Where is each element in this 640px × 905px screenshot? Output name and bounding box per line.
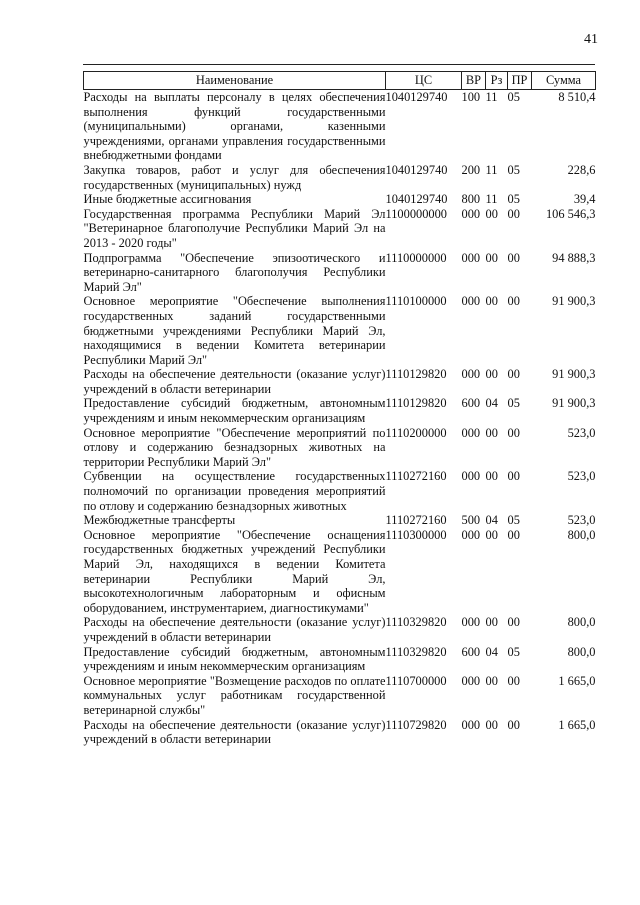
cell-pr: 05 xyxy=(507,162,520,177)
cell-sum: 523,0 xyxy=(567,513,596,528)
cell-sum: 91 900,3 xyxy=(552,396,596,411)
table-row xyxy=(84,90,596,163)
cell-cs: 1040129740 xyxy=(385,90,448,104)
cell-pr: 00 xyxy=(507,425,520,440)
cell-sum: 106 546,3 xyxy=(545,206,596,221)
cell-cs: 1110729820 xyxy=(385,717,447,732)
cell-vr: 000 xyxy=(461,615,481,630)
cell-name: Расходы на обеспечение деятельности (оказание услуг) учреждений в области ветеринарии xyxy=(83,615,386,644)
cell-vr: 600 xyxy=(461,396,481,411)
cell-sum: 800,0 xyxy=(567,527,596,542)
cell-vr: 000 xyxy=(461,717,481,732)
cell-cs: 1110700000 xyxy=(385,673,447,688)
table-row xyxy=(84,367,596,396)
cell-name: Субвенции на осуществление государственных полномочий по организации проведения мероприятий по отлову и содержанию безнадзорных животных xyxy=(83,469,386,513)
cell-name: Иные бюджетные ассигнования xyxy=(83,192,252,207)
cell-sum: 228,6 xyxy=(567,162,596,177)
cell-rz: 00 xyxy=(485,469,498,484)
header-row xyxy=(84,72,596,90)
table-row xyxy=(84,674,596,718)
cell-name: Основное мероприятие "Возмещение расходов по оплате коммунальных услуг работникам государственной ветеринарной службы" xyxy=(83,673,386,717)
cell-sum: 39,4 xyxy=(573,192,596,207)
cell-vr: 200 xyxy=(461,162,481,177)
cell-name: Межбюджетные трансферты xyxy=(83,513,236,528)
top-rule xyxy=(83,64,595,65)
header-vr: ВР xyxy=(462,72,486,90)
header-name: Наименование xyxy=(84,72,386,90)
cell-pr: 00 xyxy=(507,527,520,542)
header-rz: Рз xyxy=(486,72,508,90)
table-row xyxy=(84,251,596,295)
cell-name: Закупка товаров, работ и услуг для обеспечения государственных (муниципальных) нужд xyxy=(83,162,386,192)
header-pr: ПР xyxy=(508,72,532,90)
cell-vr: 000 xyxy=(461,367,481,382)
cell-vr: 500 xyxy=(461,513,481,528)
cell-name: Расходы на выплаты персоналу в целях обеспечения выполнения функций государственными (муниципальными) органами, казенными учреждениями, органами управления государственными внебюджетными фондами xyxy=(83,90,386,163)
table-row xyxy=(84,645,596,674)
cell-sum: 91 900,3 xyxy=(552,294,596,309)
cell-vr: 600 xyxy=(461,644,481,659)
cell-pr: 05 xyxy=(507,513,520,528)
table-row xyxy=(84,294,596,367)
cell-sum: 91 900,3 xyxy=(552,367,596,382)
cell-rz: 00 xyxy=(485,615,498,630)
cell-cs: 1110329820 xyxy=(385,644,447,659)
table-header xyxy=(84,72,596,90)
cell-rz: 00 xyxy=(485,294,498,309)
cell-cs: 1040129740 xyxy=(385,192,448,207)
cell-sum: 800,0 xyxy=(567,615,596,630)
cell-vr: 000 xyxy=(461,206,481,221)
cell-rz: 11 xyxy=(485,162,498,177)
budget-table xyxy=(83,71,596,747)
cell-name: Предоставление субсидий бюджетным, автономным учреждениям и иным некоммерческим организациям xyxy=(83,644,386,674)
cell-rz: 00 xyxy=(485,367,498,382)
cell-vr: 000 xyxy=(461,250,481,265)
cell-name: Государственная программа Республики Марий Эл "Ветеринарное благополучие Республики Марий Эл на 2013 - 2020 годы" xyxy=(83,206,386,250)
cell-cs: 1040129740 xyxy=(385,162,448,177)
cell-name: Предоставление субсидий бюджетным, автономным учреждениям и иным некоммерческим организациям xyxy=(83,396,386,426)
cell-name: Основное мероприятие "Обеспечение выполнения государственных заданий государственными бюджетными учреждениями Республики Марий Эл, находящимися в ведении Комитета ветеринарии Республики Марий Эл" xyxy=(83,294,386,367)
cell-sum: 523,0 xyxy=(567,425,596,440)
cell-pr: 00 xyxy=(507,615,520,630)
cell-sum: 1 665,0 xyxy=(558,673,596,688)
cell-vr: 000 xyxy=(461,673,481,688)
cell-pr: 00 xyxy=(507,294,520,309)
cell-rz: 11 xyxy=(485,90,498,104)
cell-vr: 000 xyxy=(461,527,481,542)
cell-rz: 00 xyxy=(485,527,498,542)
cell-pr: 05 xyxy=(507,644,520,659)
cell-pr: 00 xyxy=(507,469,520,484)
cell-cs: 1100000000 xyxy=(385,206,447,221)
cell-rz: 00 xyxy=(485,425,498,440)
cell-cs: 1110129820 xyxy=(385,396,447,411)
cell-pr: 05 xyxy=(507,396,520,411)
cell-pr: 00 xyxy=(507,206,520,221)
cell-sum: 8 510,4 xyxy=(558,90,596,104)
cell-vr: 800 xyxy=(461,192,481,207)
table-row xyxy=(84,163,596,192)
cell-cs: 1110000000 xyxy=(385,250,447,265)
cell-name: Расходы на обеспечение деятельности (оказание услуг) учреждений в области ветеринарии xyxy=(83,367,386,396)
table-row xyxy=(84,528,596,616)
cell-rz: 04 xyxy=(485,513,498,528)
cell-rz: 04 xyxy=(485,396,498,411)
cell-vr: 000 xyxy=(461,425,481,440)
cell-rz: 00 xyxy=(485,206,498,221)
table-row xyxy=(84,469,596,513)
cell-vr: 100 xyxy=(461,90,481,104)
header-cs: ЦС xyxy=(386,72,462,90)
cell-sum: 800,0 xyxy=(567,644,596,659)
table-row xyxy=(84,615,596,644)
cell-vr: 000 xyxy=(461,469,481,484)
cell-pr: 05 xyxy=(507,192,520,207)
cell-cs: 1110300000 xyxy=(385,527,447,542)
cell-vr: 000 xyxy=(461,294,481,309)
cell-name: Основное мероприятие "Обеспечение оснащения государственных бюджетных учреждений Республики Марий Эл, находящихся в ведении Комитета ветеринарии Республики Марий Эл, высокотехнологичным лабораторным и офисным оборудованием, инструментарием, диагностикумами" xyxy=(83,527,386,615)
table-row xyxy=(84,718,596,747)
cell-name: Расходы на обеспечение деятельности (оказание услуг) учреждений в области ветеринарии xyxy=(83,717,386,747)
table-row xyxy=(84,207,596,251)
table-row xyxy=(84,192,596,207)
cell-pr: 00 xyxy=(507,673,520,688)
cell-sum: 523,0 xyxy=(567,469,596,484)
cell-cs: 1110129820 xyxy=(385,367,447,382)
cell-pr: 00 xyxy=(507,367,520,382)
cell-sum: 1 665,0 xyxy=(558,717,596,732)
cell-rz: 00 xyxy=(485,717,498,732)
cell-pr: 00 xyxy=(507,717,520,732)
cell-cs: 1110272160 xyxy=(385,513,447,528)
header-sum: Сумма xyxy=(532,72,596,90)
cell-cs: 1110200000 xyxy=(385,425,447,440)
cell-name: Основное мероприятие "Обеспечение мероприятий по отлову и содержанию безнадзорных животных на территории Республики Марий Эл" xyxy=(83,425,386,469)
table-row xyxy=(84,426,596,470)
table-row xyxy=(84,396,596,425)
cell-cs: 1110100000 xyxy=(385,294,447,309)
cell-rz: 04 xyxy=(485,644,498,659)
cell-name: Подпрограмма "Обеспечение эпизоотического и ветеринарно-санитарного благополучия Республики Марий Эл" xyxy=(83,250,386,294)
cell-pr: 05 xyxy=(507,90,520,104)
cell-rz: 11 xyxy=(485,192,498,207)
cell-rz: 00 xyxy=(485,250,498,265)
cell-sum: 94 888,3 xyxy=(552,250,596,265)
table-row xyxy=(84,513,596,528)
cell-rz: 00 xyxy=(485,673,498,688)
cell-cs: 1110329820 xyxy=(385,615,447,630)
page-number: 41 xyxy=(584,32,598,47)
table-body xyxy=(84,90,596,747)
cell-pr: 00 xyxy=(507,250,520,265)
cell-cs: 1110272160 xyxy=(385,469,447,484)
